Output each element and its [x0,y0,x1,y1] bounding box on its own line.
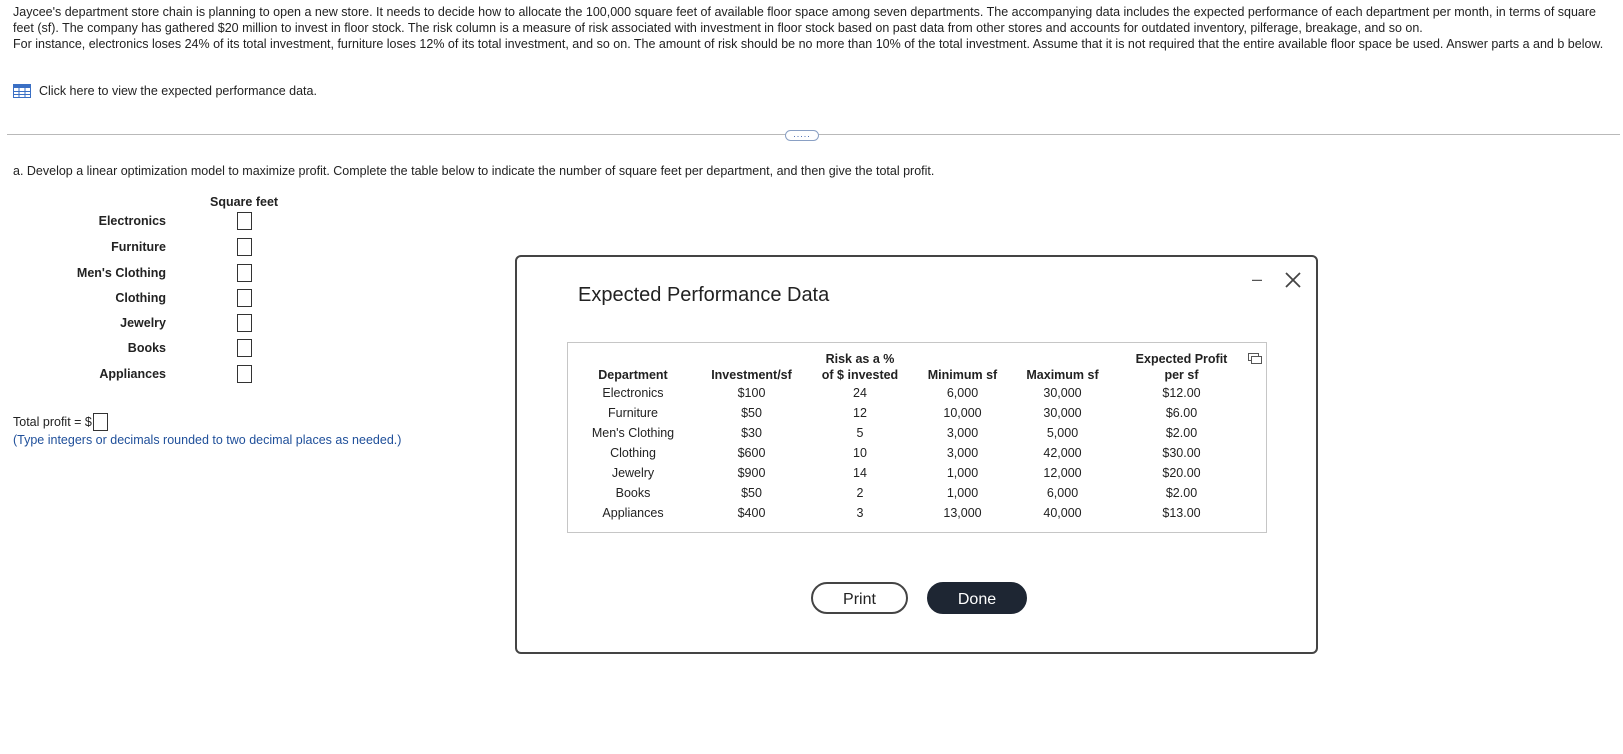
answer-row [0,341,260,363]
table-cell: $50 [741,406,762,420]
table-cell: 12,000 [1043,466,1082,480]
answer-row [0,266,260,288]
table-cell: $30 [741,426,762,440]
table-cell: 6,000 [946,386,979,400]
table-cell: 5 [856,426,864,440]
table-cell: 3,000 [946,426,979,440]
department-label: Furniture [111,240,166,254]
square-feet-input[interactable] [237,238,252,256]
table-row [568,423,1248,443]
square-feet-input[interactable] [237,212,252,230]
square-feet-input[interactable] [237,314,252,332]
column-header: Risk as a % of $ invested [821,352,899,382]
expected-performance-dialog [515,255,1318,654]
performance-table [568,349,1248,523]
answer-row [0,316,260,338]
problem-text-2: For instance, electronics loses 24% of its total investment, furniture loses 12% of its total investment, and so on. The amount of risk should be no more than 10% of the total investment. Assume that it is not required that the entire available floor space be used. Answer parts a and b below. [13,37,1604,51]
table-row [568,503,1248,523]
dialog-title: Expected Performance Data [578,284,830,306]
print-button[interactable]: Print [811,582,908,614]
table-cell: 5,000 [1046,426,1079,440]
table-row [568,403,1248,423]
square-feet-input[interactable] [237,365,252,383]
done-button[interactable]: Done [927,582,1027,614]
table-row [568,463,1248,483]
table-cell: $400 [737,506,766,520]
close-x-icon[interactable] [1283,267,1303,291]
table-cell: 24 [853,386,867,400]
square-feet-input[interactable] [237,289,252,307]
table-row [568,483,1248,503]
table-cell: Clothing [610,446,656,460]
table-cell: 10 [853,446,867,460]
table-cell: Jewelry [611,466,655,480]
department-label: Books [127,341,166,355]
minimize-button[interactable]: – [1251,269,1262,289]
table-cell: Books [615,486,651,500]
square-feet-header: Square feet [210,195,279,209]
view-data-link[interactable] [13,84,317,98]
column-header: Department [598,368,668,382]
table-cell: 1,000 [946,466,979,480]
view-data-link-label[interactable]: Click here to view the expected performance data. [39,84,317,98]
table-cell: 42,000 [1043,446,1082,460]
answer-row [0,240,260,262]
square-feet-input[interactable] [237,339,252,357]
table-cell: 1,000 [946,486,979,500]
table-cell: Electronics [602,386,664,400]
table-cell: 12 [853,406,867,420]
answer-row [0,214,260,236]
square-feet-input[interactable] [237,264,252,282]
table-cell: 14 [853,466,867,480]
table-cell: $100 [737,386,766,400]
table-cell: 30,000 [1043,406,1082,420]
table-cell: 13,000 [943,506,982,520]
table-cell: $900 [737,466,766,480]
table-cell: 30,000 [1043,386,1082,400]
table-cell: $600 [737,446,766,460]
problem-statement [13,4,1608,52]
table-cell: $30.00 [1162,446,1201,460]
table-cell: $12.00 [1162,386,1201,400]
table-cell: 6,000 [1046,486,1079,500]
column-header: Expected Profit per sf [1135,352,1228,382]
problem-text-1: Jaycee's department store chain is planning to open a new store. It needs to decide how to allocate the 100,000 square feet of available floor space among seven departments. The accompanying data includes the expected performance of each department per month, in terms of square feet (sf). The company has gathered $20 million to invest in floor stock. The risk column is a measure of risk associated with investment in floor stock based on past data from other stores and accounts for outdated inventory, pilferage, breakage, and so on. [13,5,1596,35]
total-profit-row [13,413,108,431]
column-header: Maximum sf [1026,368,1099,382]
part-a-question: a. Develop a linear optimization model to maximize profit. Complete the table below to indicate the number of square feet per department, and then give the total profit. [13,164,935,178]
answer-row [0,291,260,313]
total-profit-label: Total profit = $ [13,415,92,429]
table-cell: $6.00 [1165,406,1198,420]
department-label: Jewelry [120,316,166,330]
table-cell: Men's Clothing [591,426,675,440]
table-cell: 2 [856,486,864,500]
table-cell: $20.00 [1162,466,1201,480]
total-profit-input[interactable] [93,413,108,431]
expand-button[interactable]: ..... [785,130,819,141]
table-cell: $13.00 [1162,506,1201,520]
performance-table-container [567,342,1267,533]
table-cell: 3,000 [946,446,979,460]
table-cell: Appliances [602,506,664,520]
table-row [568,383,1248,403]
department-label: Clothing [115,291,166,305]
department-label: Electronics [98,214,166,228]
table-cell: Furniture [607,406,659,420]
table-cell: 10,000 [943,406,982,420]
column-header: Minimum sf [927,368,998,382]
table-row [568,443,1248,463]
department-label: Appliances [99,367,166,381]
answer-row [0,367,260,389]
department-label: Men's Clothing [76,266,166,280]
table-cell: 40,000 [1043,506,1082,520]
table-cell: $2.00 [1165,486,1198,500]
column-header: Investment/sf [711,368,792,382]
rounding-hint: (Type integers or decimals rounded to two decimal places as needed.) [13,433,402,447]
table-grid-icon [13,84,31,98]
copy-icon[interactable] [1248,353,1262,365]
table-cell: $2.00 [1165,426,1198,440]
table-cell: $50 [741,486,762,500]
table-cell: 3 [856,506,864,520]
